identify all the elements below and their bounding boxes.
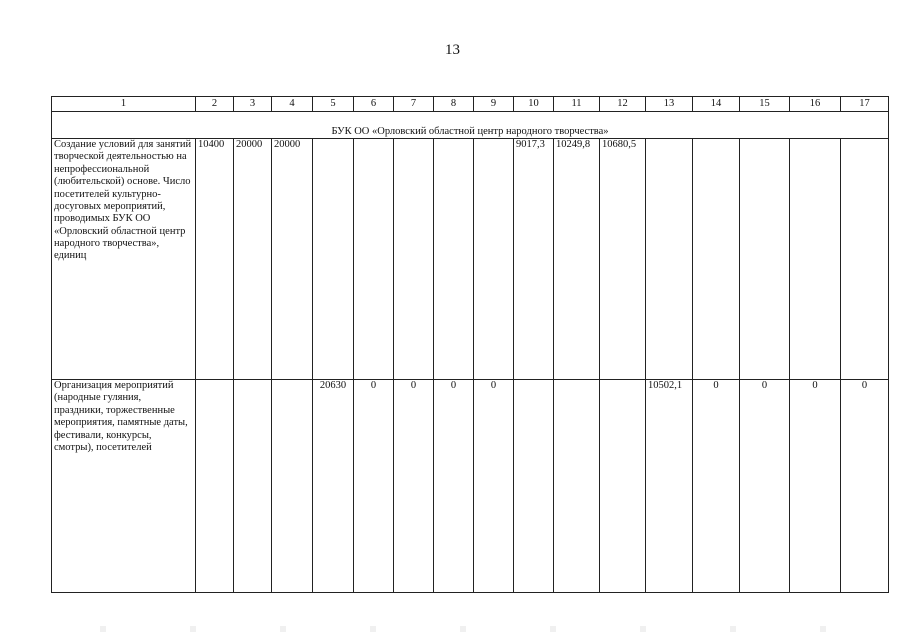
- table-cell: 0: [394, 380, 434, 593]
- column-header: 7: [394, 97, 434, 112]
- table-cell: 10680,5: [600, 139, 646, 380]
- table-cell: [474, 139, 514, 380]
- table-row: [52, 139, 889, 380]
- table-cell: [600, 380, 646, 593]
- table-cell: 10400: [196, 139, 234, 380]
- row-label: Создание условий для занятий творческой деятельностью на непрофессиональной (любительской) основе. Число посетителей культурно-досуговых мероприятий, проводимых БУК ОО «Орловский областной центр народного творчества», единиц: [52, 139, 196, 380]
- table-cell: [313, 139, 354, 380]
- column-header: 4: [272, 97, 313, 112]
- table-cell: 0: [354, 380, 394, 593]
- table-cell: [554, 380, 600, 593]
- data-table: [51, 96, 889, 593]
- table-cell: [790, 139, 841, 380]
- page-number: 13: [445, 42, 460, 58]
- column-header: 14: [693, 97, 740, 112]
- column-header: 1: [52, 97, 196, 112]
- table-cell: [354, 139, 394, 380]
- table-cell: 10249,8: [554, 139, 600, 380]
- table-cell: 20630: [313, 380, 354, 593]
- table-cell: 0: [841, 380, 889, 593]
- table-cell: 0: [434, 380, 474, 593]
- column-header: 9: [474, 97, 514, 112]
- column-header: 2: [196, 97, 234, 112]
- table-cell: 9017,3: [514, 139, 554, 380]
- column-header: 15: [740, 97, 790, 112]
- table-cell: [693, 139, 740, 380]
- table-cell: 20000: [234, 139, 272, 380]
- table-cell: 20000: [272, 139, 313, 380]
- column-header: 12: [600, 97, 646, 112]
- table-cell: [272, 380, 313, 593]
- table-cell: [646, 139, 693, 380]
- row-label: Организация мероприятий (народные гуляния, праздники, торжественные мероприятия, памятные даты, фестивали, конкурсы, смотры), посетителей: [52, 380, 196, 593]
- column-header: 13: [646, 97, 693, 112]
- table-cell: [841, 139, 889, 380]
- table-cell: 0: [790, 380, 841, 593]
- column-header: 3: [234, 97, 272, 112]
- column-header: 6: [354, 97, 394, 112]
- column-header: 8: [434, 97, 474, 112]
- section-title-row: [52, 124, 889, 139]
- column-header: 5: [313, 97, 354, 112]
- table-cell: [514, 380, 554, 593]
- column-header: 10: [514, 97, 554, 112]
- table-cell: 0: [693, 380, 740, 593]
- column-header: 11: [554, 97, 600, 112]
- table-cell: 0: [474, 380, 514, 593]
- scan-noise: [60, 626, 860, 632]
- table-cell: 10502,1: [646, 380, 693, 593]
- table-cell: [740, 139, 790, 380]
- table-cell: [196, 380, 234, 593]
- section-title: БУК ОО «Орловский областной центр народного творчества»: [52, 124, 889, 139]
- section-spacer-row: [52, 112, 889, 125]
- table-cell: [234, 380, 272, 593]
- column-header: 17: [841, 97, 889, 112]
- table-cell: [394, 139, 434, 380]
- column-header: 16: [790, 97, 841, 112]
- table-row: [52, 380, 889, 593]
- table-cell: 0: [740, 380, 790, 593]
- table-cell: [434, 139, 474, 380]
- column-number-header-row: [52, 97, 889, 112]
